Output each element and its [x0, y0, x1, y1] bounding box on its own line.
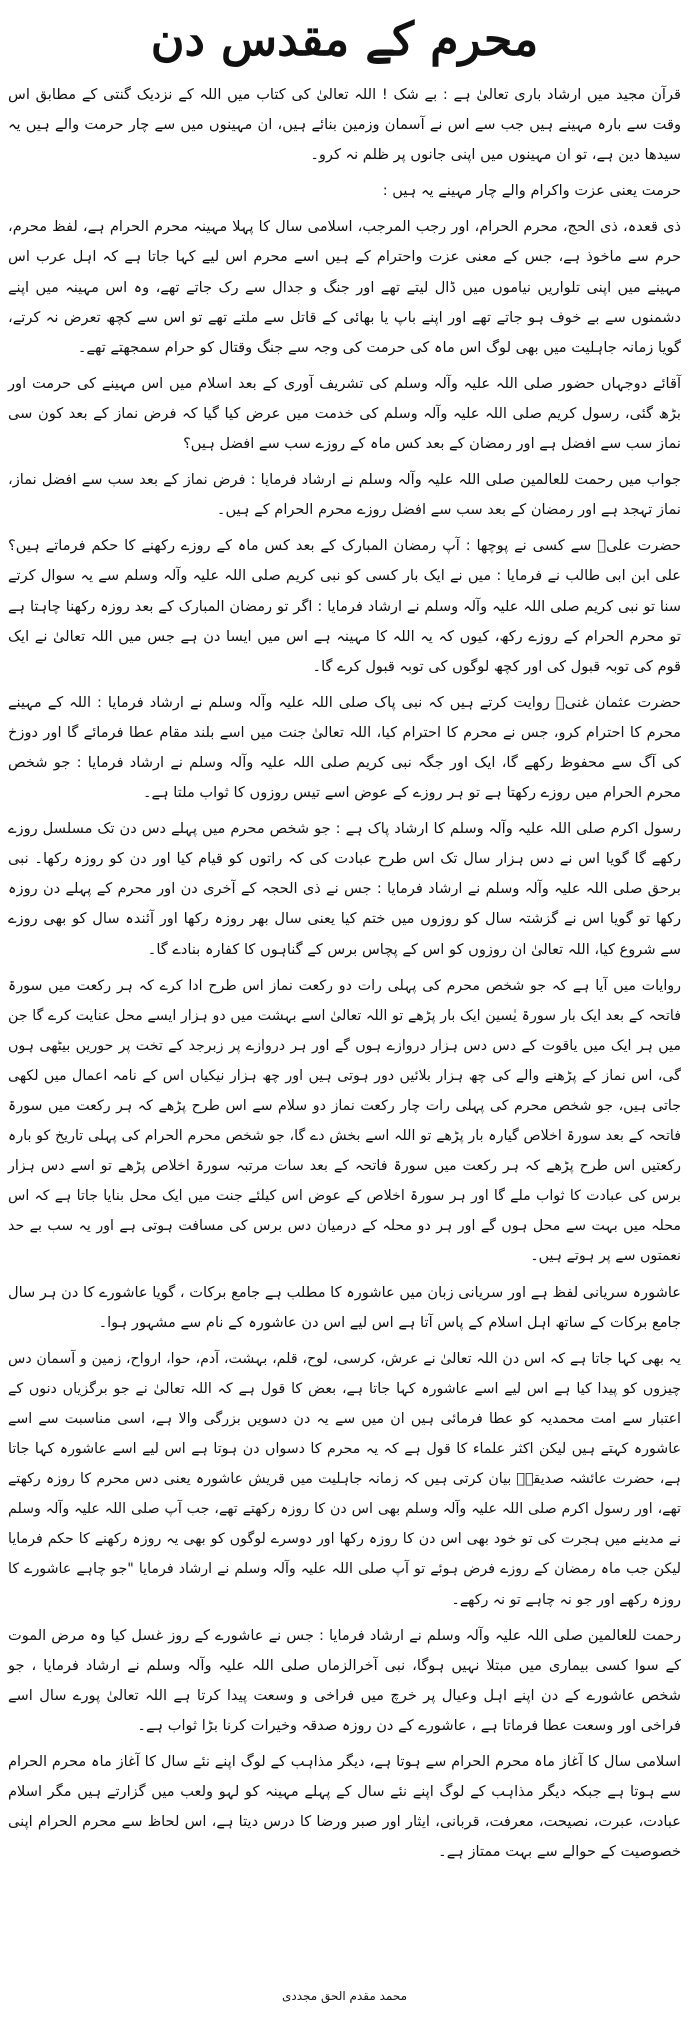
paragraph: حرمت یعنی عزت واکرام والے چار مہینے یہ ہیں :: [382, 182, 681, 200]
paragraph: اسلامی سال کا آغاز ماہ محرم الحرام سے ہوتا ہے، دیگر مذاہب کے لوگ اپنے نئے سال کا آغاز ماہ محرم الحرام سے ہوتا ہے جبکہ دیگر مذاہب کے لوگ اپنے نئے سال کے پہلے مہینہ کو لہو ولعب میں گزارتے ہیں مگر اسلام عبادت، عبرت، نصیحت، معرفت، قربانی، ایثار اور صبر ورضا کا درس دیتا ہے، اس لحاظ سے محرم الحرام اپنی خصوصیت کے حوالے سے بہت ممتاز ہے۔: [8, 1752, 681, 1861]
paragraph: روایات میں آیا ہے کہ جو شخص محرم کی پہلی رات دو رکعت نماز اس طرح ادا کرے کہ ہر رکعت میں سورۃ فاتحہ کے بعد ایک بار سورۃ یٰسین ایک بار پڑھے تو اللہ تعالیٰ اسے بہشت میں دو ہزار ایسے محل عنایت کرے گا جن میں ہر ایک میں یاقوت کے دس دس ہزار دروازے ہوں گے اور ہر دروازے پر زبرجد کے تخت پر حوریں بیٹھی ہوں گی، اس نماز کے پڑھنے والے کی چھ ہزار بلائیں دور ہوتی ہیں اور چھ ہزار نیکیاں اس کے نامہ اعمال میں لکھی جاتی ہیں، جو شخص محرم کی پہلی رات چار رکعت نماز دو سلام سے اس طرح پڑھے کہ ہر رکعت میں سورۃ فاتحہ کے بعد سورۃ اخلاص گیارہ بار پڑھے تو اللہ اسے بخش دے گا، جو شخص محرم الحرام کی پہلی تاریخ کو بارہ رکعتیں اس طرح پڑھے کہ ہر رکعت میں سورۃ فاتحہ کے بعد سات مرتبہ سورۃ اخلاص پڑھے تو اسے دس ہزار برس کی عبادت کا ثواب ملے گا اور ہر سورۃ اخلاص کے عوض اس کیلئے جنت میں ایک محل بنایا جاتا ہے کہ اس محلہ میں بہت سے محل ہوں گے اور ہر دو محلہ کے درمیان دس برس کی مسافت ہوتی ہے اور یہ سب بے حد نعمتوں سے پر ہوتے ہیں۔: [8, 977, 681, 1265]
paragraph: عاشورہ سریانی لفظ ہے اور سریانی زبان میں عاشورہ کا مطلب ہے جامع برکات ، گویا عاشورے کا دن ہر سال جامع برکات کے ساتھ اہل اسلام کے پاس آتا ہے اس لیے اس دن عاشورہ کے نام سے مشہور ہوا۔: [8, 1283, 681, 1331]
paragraph: حضرت علیؓ سے کسی نے پوچھا : آپ رمضان المبارک کے بعد کس ماہ کے روزے رکھنے کا حکم فرماتے ہیں؟ علی ابن ابی طالب نے فرمایا : میں نے ایک بار کسی کو نبی کریم صلی اللہ علیہ وآلہ وسلم سے یہ سوال کرتے سنا تو نبی کریم صلی اللہ علیہ وآلہ وسلم نے ارشاد فرمایا : اگر تو رمضان المبارک کے بعد روزہ رکھنا چاہتا ہے تو محرم الحرام کے روزے رکھ، کیوں کہ یہ اللہ کا مہینہ ہے اس میں ایسا دن ہے جس میں اللہ تعالیٰ نے ایک قوم کی توبہ قبول کی اور کچھ لوگوں کی توبہ قبول کرے گا۔: [8, 537, 681, 675]
paragraph: جواب میں رحمت للعالمین صلی اللہ علیہ وآلہ وسلم نے ارشاد فرمایا : فرض نماز کے بعد سب سے افضل نماز، نماز تہجد ہے اور رمضان کے بعد سب سے افضل روزے محرم الحرام کے ہیں۔: [8, 471, 681, 519]
paragraph: رسول اکرم صلی اللہ علیہ وآلہ وسلم کا ارشاد پاک ہے : جو شخص محرم میں پہلے دس دن تک مسلسل روزے رکھے گا گویا اس نے دس ہزار سال تک اس طرح عبادت کی کہ راتوں کو قیام کیا اور دن کو روزہ رکھا۔ نبی برحق صلی اللہ علیہ وآلہ وسلم نے ارشاد فرمایا : جس نے ذی الحجہ کے آخری دن اور محرم کے پہلے دن روزہ رکھا تو گویا اس نے گزشتہ سال کو روزوں میں ختم کیا یعنی سال بھر روزہ رکھا اور آئندہ سال کو بھی روزے سے شروع کیا، اللہ تعالیٰ ان روزوں کو اس کے پچاس برس کے گناہوں کا کفارہ بنادے گا۔: [8, 820, 681, 958]
article-body: [8, 80, 681, 1873]
paragraph: یہ بھی کہا جاتا ہے کہ اس دن اللہ تعالیٰ نے عرش، کرسی، لوح، قلم، بہشت، آدم، حوا، ارواح، زمین و آسمان دس چیزوں کو پیدا کیا ہے اس لیے اسے عاشورہ کہا جاتا ہے، بعض کا قول ہے کہ اللہ تعالیٰ نے جو برگزیاں دنوں کے اعتبار سے امت محمدیہ کو عطا فرمائی ہیں ان میں سے یہ دن دسویں بزرگی والا ہے، اسی مناسبت سے اسے عاشورہ کہتے ہیں لیکن اکثر علماء کا قول ہے کہ یہ محرم کا دسواں دن ہوتا ہے اس لیے اسے عاشورہ کہا جاتا ہے، حضرت عائشہ صدیقہؓ بیان کرتی ہیں کہ زمانہ جاہلیت میں قریش عاشورہ یعنی دس محرم کا روزہ رکھتے تھے، اور رسول اکرم صلی اللہ علیہ وآلہ وسلم بھی اس دن کا روزہ رکھتے تھے، جب آپ صلی اللہ علیہ وآلہ وسلم نے مدینے میں ہجرت کی تو خود بھی اس دن کا روزہ رکھا اور دوسرے لوگوں کو بھی یہ روزہ رکھنے کا حکم فرمایا لیکن جب ماہ رمضان کے روزے فرض ہوئے تو آپ صلی اللہ علیہ وآلہ وسلم نے ارشاد فرمایا "جو چاہے عاشورے کا روزہ رکھے اور جو نہ چاہے تو نہ رکھے۔: [8, 1350, 681, 1608]
paragraph: ذی قعدہ، ذی الحج، محرم الحرام، اور رجب المرجب، اسلامی سال کا پہلا مہینہ محرم الحرام ہے، لفظ محرم، حرم سے ماخوذ ہے، جس کے معنی عزت واحترام کے ہیں اسے محرم اس لیے کہا جاتا ہے کہ اہل عرب اس مہینے میں اپنی تلواریں نیاموں میں ڈال لیتے تھے اور جنگ و جدال سے رک جاتے تھے، وہ اس مہینہ میں اپنے دشمنوں سے بے خوف ہو جاتے تھے اور اپنے باپ یا بھائی کے قاتل سے ملتے تھے تو اس سے کچھ تعرض نہ کرتے، گویا زمانہ جاہلیت میں بھی لوگ اس ماہ کی حرمت کی وجہ سے جنگ وقتال کو حرام سمجھتے تھے۔: [8, 218, 681, 356]
paragraph: حضرت عثمان غنیؓ روایت کرتے ہیں کہ نبی پاک صلی اللہ علیہ وآلہ وسلم نے ارشاد فرمایا : اللہ کے مہینے محرم کا احترام کرو، جس نے محرم کا احترام کیا، اللہ تعالیٰ جنت میں اسے بلند مقام عطا فرمائے گا اور دوزخ کی آگ سے محفوظ رکھے گا، ایک اور جگہ نبی کریم صلی اللہ علیہ وآلہ وسلم نے ارشاد فرمایا : جو شخص محرم الحرام میں روزے رکھتا ہے تو ہر روزے کے عوض اسے تیس روزوں کا ثواب ملتا ہے۔: [8, 693, 681, 802]
paragraph: قرآن مجید میں ارشاد باری تعالیٰ ہے : بے شک ! اللہ تعالیٰ کی کتاب میں اللہ کے نزدیک گنتی کے مطابق اس وقت سے بارہ مہینے ہیں جب سے اس نے آسمان وزمین بنائے ہیں، ان مہینوں میں سے چار حرمت والے ہیں یہ سیدھا دین ہے، تو ان مہینوں میں اپنی جانوں پر ظلم نہ کرو۔: [8, 86, 681, 164]
paragraph: رحمت للعالمین صلی اللہ علیہ وآلہ وسلم نے ارشاد فرمایا : جس نے عاشورے کے روز غسل کیا وہ مرض الموت کے سوا کسی بیماری میں مبتلا نہیں ہوگا، نبی آخرالزماں صلی اللہ علیہ وآلہ وسلم نے ارشاد فرمایا ، جو شخص عاشورے کے دن اپنے اہل وعیال پر خرچ میں فراخی و وسعت پیدا کرتا ہے اللہ تعالیٰ پورے سال اسے فراخی اور وسعت عطا فرماتا ہے ، عاشورے کے دن روزہ صدقہ وخیرات کرنا بڑا ثواب ہے۔: [8, 1626, 681, 1734]
author-signature: محمد مقدم الحق مجددی: [281, 1989, 408, 2003]
paragraph: آقائے دوجہاں حضور صلی اللہ علیہ وآلہ وسلم کی تشریف آوری کے بعد اسلام میں اس مہینے کی حرمت اور بڑھ گئی، رسول کریم صلی اللہ علیہ وآلہ وسلم کی خدمت میں عرض کیا گیا کہ فرض نماز کے بعد کون سی نماز سب سے افضل ہے اور رمضان کے بعد کس ماہ کے روزے سب سے افضل ہیں؟: [8, 374, 681, 453]
article-title: محرم کے مقدس دن: [150, 12, 539, 66]
